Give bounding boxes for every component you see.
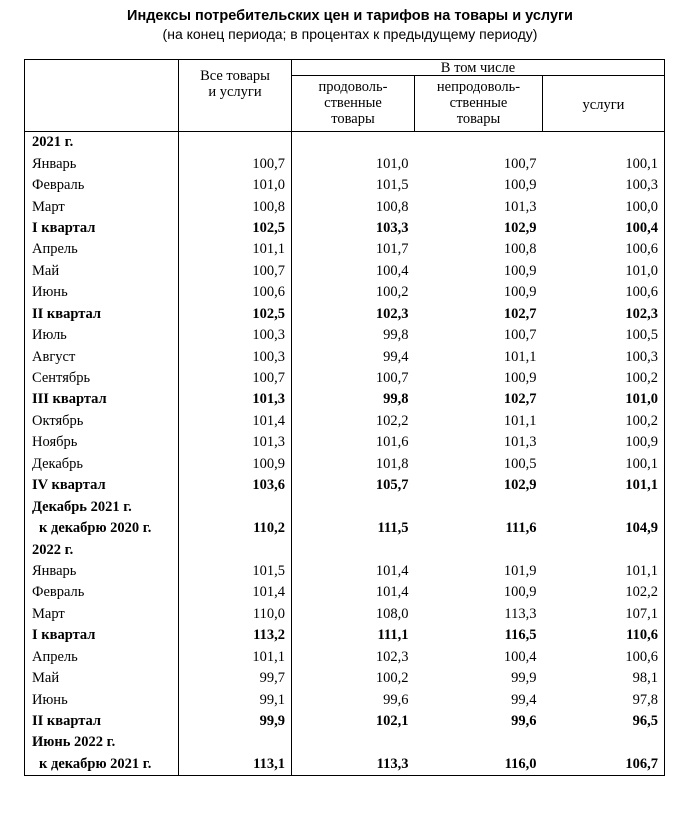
table-header xyxy=(25,60,665,132)
header-period xyxy=(25,60,179,132)
row-value: 100,4 xyxy=(375,262,409,279)
row-value: 108,0 xyxy=(375,605,409,622)
row-value: 102,7 xyxy=(503,305,537,322)
row-label: Май xyxy=(25,668,179,689)
header-food-line-3: товары xyxy=(331,111,375,127)
row-value: 99,8 xyxy=(383,391,409,408)
row-value: 100,3 xyxy=(543,346,665,367)
row-label: Май xyxy=(25,261,179,282)
row-label: к декабрю 2021 г. xyxy=(25,754,179,776)
table-row xyxy=(25,539,665,560)
row-label: Апрель xyxy=(25,647,179,668)
row-value: 105,7 xyxy=(375,477,409,494)
row-label: 2021 г. xyxy=(25,132,179,154)
cpi-table xyxy=(24,59,665,776)
table-row xyxy=(25,496,665,517)
row-value: 100,7 xyxy=(179,368,292,389)
row-value xyxy=(292,732,415,753)
row-value xyxy=(292,539,415,560)
row-label: Октябрь xyxy=(25,411,179,432)
row-value: 100,7 xyxy=(179,261,292,282)
table-row xyxy=(25,218,665,239)
table-row xyxy=(25,368,665,389)
header-nonfood-line-3: товары xyxy=(456,111,501,127)
row-value: 100,2 xyxy=(375,670,409,687)
row-value: 100,9 xyxy=(179,454,292,475)
row-value: 100,3 xyxy=(179,346,292,367)
row-value: 102,9 xyxy=(503,477,537,494)
row-value: 100,7 xyxy=(375,370,409,387)
header-food xyxy=(292,76,415,132)
row-value: 102,2 xyxy=(543,582,665,603)
table-row xyxy=(25,711,665,732)
row-value: 101,5 xyxy=(375,177,409,194)
row-value: 102,3 xyxy=(375,305,409,322)
row-value: 101,0 xyxy=(543,389,665,410)
row-value: 101,9 xyxy=(503,562,537,579)
row-value xyxy=(543,539,665,560)
header-all-line-2: и услуги xyxy=(208,84,262,100)
row-value: 103,6 xyxy=(179,475,292,496)
row-value: 99,8 xyxy=(383,327,409,344)
table-title: Индексы потребительских цен и тарифов на товары и услуги xyxy=(127,8,573,24)
table-row xyxy=(25,454,665,475)
row-label: Ноябрь xyxy=(25,432,179,453)
row-value: 100,0 xyxy=(543,196,665,217)
table-row xyxy=(25,304,665,325)
row-value: 102,9 xyxy=(503,219,537,236)
row-value: 100,2 xyxy=(375,284,409,301)
row-value: 100,9 xyxy=(543,432,665,453)
row-label: Июнь xyxy=(25,282,179,303)
row-value: 100,8 xyxy=(503,241,537,258)
row-value: 101,4 xyxy=(179,411,292,432)
row-value: 99,1 xyxy=(179,689,292,710)
table-row xyxy=(25,561,665,582)
row-value: 100,9 xyxy=(503,177,537,194)
row-value: 99,6 xyxy=(511,713,537,730)
row-value: 113,2 xyxy=(179,625,292,646)
row-label: Апрель xyxy=(25,239,179,260)
row-label: IV квартал xyxy=(25,475,179,496)
header-services: услуги xyxy=(543,76,665,132)
row-value xyxy=(543,496,665,517)
row-value: 101,3 xyxy=(179,432,292,453)
row-value: 96,5 xyxy=(543,711,665,732)
table-row xyxy=(25,668,665,689)
row-value: 100,9 xyxy=(503,584,537,601)
row-value xyxy=(179,539,292,560)
row-value: 100,4 xyxy=(503,648,537,665)
row-value: 101,1 xyxy=(179,239,292,260)
row-label: 2022 г. xyxy=(25,539,179,560)
row-value: 100,1 xyxy=(543,454,665,475)
header-all-line-1: Все товары xyxy=(200,68,270,84)
row-value: 101,1 xyxy=(543,475,665,496)
row-value: 102,5 xyxy=(179,218,292,239)
table-row xyxy=(25,411,665,432)
row-label: III квартал xyxy=(25,389,179,410)
row-value: 102,5 xyxy=(179,304,292,325)
row-value xyxy=(543,732,665,753)
row-value: 100,8 xyxy=(179,196,292,217)
row-value xyxy=(543,132,665,154)
row-label: Февраль xyxy=(25,175,179,196)
row-label: Март xyxy=(25,196,179,217)
row-value xyxy=(415,496,543,517)
row-value: 99,4 xyxy=(383,348,409,365)
table-row xyxy=(25,518,665,539)
row-label: Февраль xyxy=(25,582,179,603)
row-value: 101,0 xyxy=(543,261,665,282)
row-value: 101,7 xyxy=(375,241,409,258)
row-value: 99,7 xyxy=(179,668,292,689)
row-value: 101,8 xyxy=(375,455,409,472)
table-row xyxy=(25,239,665,260)
row-label: Июнь xyxy=(25,689,179,710)
row-value: 100,9 xyxy=(503,262,537,279)
row-value: 100,3 xyxy=(543,175,665,196)
row-label: Декабрь xyxy=(25,454,179,475)
header-nonfood xyxy=(415,76,543,132)
row-label: Январь xyxy=(25,153,179,174)
row-value: 99,9 xyxy=(179,711,292,732)
table-row xyxy=(25,604,665,625)
row-value: 98,1 xyxy=(543,668,665,689)
row-value: 100,5 xyxy=(503,455,537,472)
row-value xyxy=(179,132,292,154)
row-value: 116,5 xyxy=(504,627,537,644)
row-value: 102,3 xyxy=(543,304,665,325)
table-row xyxy=(25,132,665,154)
row-value: 102,1 xyxy=(375,713,409,730)
row-label: II квартал xyxy=(25,711,179,732)
row-value: 101,1 xyxy=(503,348,537,365)
row-value xyxy=(415,732,543,753)
row-value: 110,0 xyxy=(179,604,292,625)
row-value: 110,2 xyxy=(179,518,292,539)
row-value: 102,7 xyxy=(503,391,537,408)
row-value: 100,7 xyxy=(179,153,292,174)
table-row xyxy=(25,389,665,410)
table-row xyxy=(25,475,665,496)
row-value xyxy=(179,496,292,517)
row-value: 103,3 xyxy=(375,219,409,236)
row-label: Июль xyxy=(25,325,179,346)
row-value xyxy=(292,496,415,517)
row-value: 101,6 xyxy=(375,434,409,451)
row-label: Сентябрь xyxy=(25,368,179,389)
row-value xyxy=(415,132,543,154)
row-value: 101,4 xyxy=(179,582,292,603)
row-value: 100,9 xyxy=(503,370,537,387)
row-value: 101,0 xyxy=(375,155,409,172)
table-row xyxy=(25,346,665,367)
row-label: II квартал xyxy=(25,304,179,325)
table-row xyxy=(25,732,665,753)
row-value: 100,2 xyxy=(543,368,665,389)
row-value: 100,7 xyxy=(503,327,537,344)
row-value: 101,4 xyxy=(375,562,409,579)
row-value xyxy=(415,539,543,560)
row-value: 100,3 xyxy=(179,325,292,346)
row-label: Июнь 2022 г. xyxy=(25,732,179,753)
row-value: 113,3 xyxy=(292,754,415,776)
table-row xyxy=(25,647,665,668)
row-value: 111,1 xyxy=(377,627,409,644)
row-value xyxy=(292,132,415,154)
table-row xyxy=(25,325,665,346)
row-value: 99,9 xyxy=(511,670,537,687)
table-row xyxy=(25,153,665,174)
row-label: Декабрь 2021 г. xyxy=(25,496,179,517)
row-value: 100,9 xyxy=(503,284,537,301)
row-value: 101,3 xyxy=(503,198,537,215)
table-body xyxy=(25,132,665,776)
row-value: 113,3 xyxy=(504,605,537,622)
table-subtitle: (на конец периода; в процентах к предыдущему периоду) xyxy=(162,26,538,42)
row-value: 101,3 xyxy=(179,389,292,410)
row-label: I квартал xyxy=(25,218,179,239)
header-nonfood-line-2: ственные xyxy=(449,95,508,111)
row-value: 101,1 xyxy=(503,412,537,429)
row-value: 101,1 xyxy=(179,647,292,668)
row-value: 100,6 xyxy=(543,282,665,303)
header-food-line-1: продоволь- xyxy=(318,79,388,95)
table-row xyxy=(25,282,665,303)
row-value: 100,6 xyxy=(179,282,292,303)
row-value: 100,6 xyxy=(543,647,665,668)
row-value: 107,1 xyxy=(543,604,665,625)
row-value: 100,1 xyxy=(543,153,665,174)
row-value: 111,6 xyxy=(505,520,537,537)
table-row xyxy=(25,625,665,646)
table-row xyxy=(25,689,665,710)
table-row xyxy=(25,432,665,453)
row-label: Январь xyxy=(25,561,179,582)
row-value: 111,5 xyxy=(377,520,409,537)
row-value: 113,1 xyxy=(179,754,292,776)
row-value: 106,7 xyxy=(543,754,665,776)
header-nonfood-line-1: непродоволь- xyxy=(436,79,521,95)
row-value: 102,3 xyxy=(375,648,409,665)
header-including: В том числе xyxy=(292,60,665,76)
table-row xyxy=(25,261,665,282)
row-value: 101,1 xyxy=(543,561,665,582)
table-row xyxy=(25,175,665,196)
row-value: 100,4 xyxy=(543,218,665,239)
table-row xyxy=(25,582,665,603)
row-value: 100,2 xyxy=(543,411,665,432)
header-food-line-2: ственные xyxy=(324,95,382,111)
row-label: к декабрю 2020 г. xyxy=(25,518,179,539)
row-value: 97,8 xyxy=(543,689,665,710)
row-value: 100,5 xyxy=(543,325,665,346)
row-label: Март xyxy=(25,604,179,625)
row-value: 101,0 xyxy=(179,175,292,196)
row-value: 100,7 xyxy=(503,155,537,172)
row-label: I квартал xyxy=(25,625,179,646)
row-value: 101,4 xyxy=(375,584,409,601)
row-value: 116,0 xyxy=(415,754,543,776)
row-value: 100,6 xyxy=(543,239,665,260)
row-value: 99,6 xyxy=(383,691,409,708)
table-row xyxy=(25,754,665,776)
row-value: 101,5 xyxy=(179,561,292,582)
header-all-goods-services xyxy=(179,60,292,132)
row-value xyxy=(179,732,292,753)
row-value: 104,9 xyxy=(543,518,665,539)
row-value: 101,3 xyxy=(503,434,537,451)
row-value: 110,6 xyxy=(543,625,665,646)
row-value: 100,8 xyxy=(375,198,409,215)
table-row xyxy=(25,196,665,217)
row-label: Август xyxy=(25,346,179,367)
row-value: 102,2 xyxy=(375,412,409,429)
row-value: 99,4 xyxy=(511,691,537,708)
